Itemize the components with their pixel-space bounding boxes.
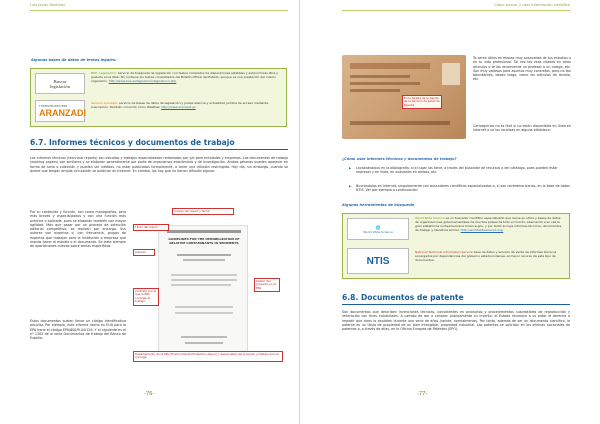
para-utiles: Te serán útiles en etapas muy avanzadas de tus estudios o en tu vida profesional. Tal vez los veas citados en otros artículos o te los recomiende un profesor o un colega, etc. Son muy valiosos para asuntos muy concretos, pero no tan abundantes, desde luego, como los artículos de revista, etc.: [473, 56, 571, 82]
report-body-line: [175, 306, 233, 308]
header-rule: [342, 10, 570, 11]
legal-db-box: [30, 68, 287, 127]
report-cover-image: [158, 225, 248, 355]
report-body-line: [171, 284, 231, 286]
report-title-text: GUIDELINES FOR THE IMMOBILIZATION OF RELATIVE CONTAMINANTS IN SEDIMENTS: [168, 237, 240, 245]
report-author-line-2: [183, 259, 225, 261]
aranzadi-link[interactable]: http://www.aranzadi.es: [161, 104, 196, 109]
worldwidescience-logo: 🌐 World Wide Science: [347, 218, 409, 240]
page-number-right: -77-: [417, 391, 428, 397]
aranzadi-logo: THOMSON REUTERS ARANZADI: [35, 100, 85, 122]
search-tools-box: [342, 213, 570, 279]
worldwidescience-link[interactable]: http://worldwidescience.org/: [460, 227, 504, 232]
report-body-line: [171, 274, 237, 276]
para-contenido: Por su contenido y función, son como monografías, pero más breves y especializados y con una función más práctica o aplicada, pues se elaboran también con mayor agilidad. Más que pasar por un proceso de selección editorial competitivo, se realizan por encargo. Sus autores son expertos o, con frecuencia, grupos de expertos que trabajan para la institución o empresa que manda hacer el estudio o el documento. Se trata siempre de aportaciones nuevas sobre temas específicos.: [30, 210, 126, 249]
para-patentes: Son documentos que describen invenciones técnicas, consistentes en productos y procedimientos susceptibles de reproducción y reiteración con fines industriales. A cambio de dar a conocer públicamente su invento, el Estado reconoce a su autor el derecho a impedir que otros lo exploten durante una serie de años (veinte, normalmente). Por tanto, además de ser un documento científico, la patente es un título de propiedad de un bien intangible, propiedad industrial. Las patentes se solicitan en las oficinas nacionales de patentes o, a través de ellas, en la Oficina Europea de Patentes (EPO).: [342, 310, 570, 332]
report-author-line: [177, 254, 231, 256]
report-body-line: [171, 279, 237, 281]
running-head-left: Luis Javier Martínez: [30, 3, 66, 7]
report-code-line: [167, 230, 241, 233]
para-informes: Los informes técnicos (technical reports) son estudios y trabajos especializados redactados por y/o para entidades y empresas. Los documentos de trabajo (working papers) son similares y se elaboran generalmente por parte de organismos económicos y de investigación. Ambos géneros pueden aparecer en forma de serie o colección y pueden ser inéditos, no estar publicados formalmente, o tener una difusión restringida. Hoy día, sin embargo, cuando se quiere que tengan amplia circulación se publican en Internet. En cambio, los hay que no tienen difusión alguna.: [30, 156, 288, 173]
boe-logo: Buscar legislación: [35, 73, 85, 94]
para-codigo: Estos documentos suelen llevar un código identificativo peculiar. Por ejemplo, este informe hecho en EUA para la EPA tiene el código EPA/600/R-04/129. Y el siguiente es el nº 1302 de la serie Documentos de trabajo del Banco de España.: [30, 319, 126, 341]
boe-description: BOE. Legislación: servicio de búsqueda de legislación con textos completos de disposiciones estatales y autonómicas libre y gratuito en la Web. No contiene los textos consolidados del Boletín Oficial del Estado, aunque es una prestación del mismo organismo. http://www.boe.es/legislacion/legislacion.php: [91, 71, 279, 83]
section-6-8-title: 6.8. Documentos de patente: [342, 293, 464, 302]
card-band: [350, 121, 450, 125]
bullet-localizar: ▶ Localizándolos en la bibliografía, si el lugar los tiene, a través del buscador de recursos o del catálogo, pues pueden estar impresos y en línea, en ocasiones en ambos, etc.: [356, 166, 572, 175]
report-body-line: [181, 336, 227, 338]
boe-link[interactable]: http://www.boe.es/legislacion/legislacion.php: [108, 78, 177, 83]
aranzadi-description: Servicio Aranzadi: servicio de bases de datos de legislación y jurisprudencia y actualidad jurídica de acceso mediante suscripción. También conocido como Westlaw. http://www.aranzadi.es: [91, 101, 269, 109]
callout-contract: Contrato por el que la EPA encarga el trabajo.: [133, 288, 159, 306]
card-line: [350, 89, 400, 92]
question-heading: ¿Cómo usar informes técnicos y documentos de trabajo?: [342, 157, 457, 161]
section-rule: [30, 149, 288, 150]
card-line: [350, 75, 410, 78]
ntis-logo: NTIS: [347, 248, 409, 274]
card-photo: [442, 63, 460, 85]
header-rule: [30, 10, 288, 11]
report-body-line: [175, 312, 233, 314]
callout-title: Título del report: [133, 224, 169, 231]
page-number-left: -76-: [144, 391, 155, 397]
right-page: [300, 0, 600, 424]
card-line: [350, 82, 420, 85]
callout-manager: Gestor del proyecto en la EPA: [254, 278, 280, 292]
callout-department: Departamento de la EPA (Environmental Protection Agency) responsable del proyecto y trabajo que se encarga.: [133, 351, 283, 362]
card-callout: En la tarjeta de la tienda de la Sección de salud de España: [402, 95, 442, 109]
ntis-description: National Technical Information Service base de datos y servicio de venta de informes técnicos encargados por dependencias del gobierno estadounidense, el mayor recurso de este tipo de documentos.: [415, 250, 557, 262]
report-body-line: [185, 342, 223, 344]
section-6-7-title: 6.7. Informes técnicos y documentos de trabajo: [30, 138, 235, 147]
running-head-right: Cómo buscar y usar información científica: [494, 3, 570, 7]
callout-authors: Autores: [133, 249, 155, 256]
tools-subheading: Algunas herramientas de búsqueda: [342, 203, 415, 207]
worldwidescience-description: World Wide Science es un buscador científico especializado que reúne en sitios y bases de datos de organizaciones gubernamentales de muchos países de todo el mundo, abarcando a su vez la gran plataforma norteamericana Science.gov, y por tanto incluye informes técnicos, documentos de trabajo y literatura similar. http://worldwidescience.org/: [415, 216, 562, 232]
para-conseguirlos: Conseguirlos no es fácil si no están disponibles en línea en Internet o no los localizas en alguna biblioteca.: [473, 124, 571, 133]
card-band: [350, 63, 430, 69]
legal-db-subheading: Algunas bases de datos de textos legales:: [31, 58, 117, 62]
callout-code: Código del report y fecha: [172, 208, 234, 215]
bullet-buscar: ▶ Buscándolos en Internet, singularmente con buscadores científicos especializados o, si son norteamericanos, en la base de datos NTIS. Ver por ejemplo a continuación:: [356, 184, 572, 193]
section-rule: [342, 304, 570, 305]
health-card-image: [342, 55, 466, 139]
